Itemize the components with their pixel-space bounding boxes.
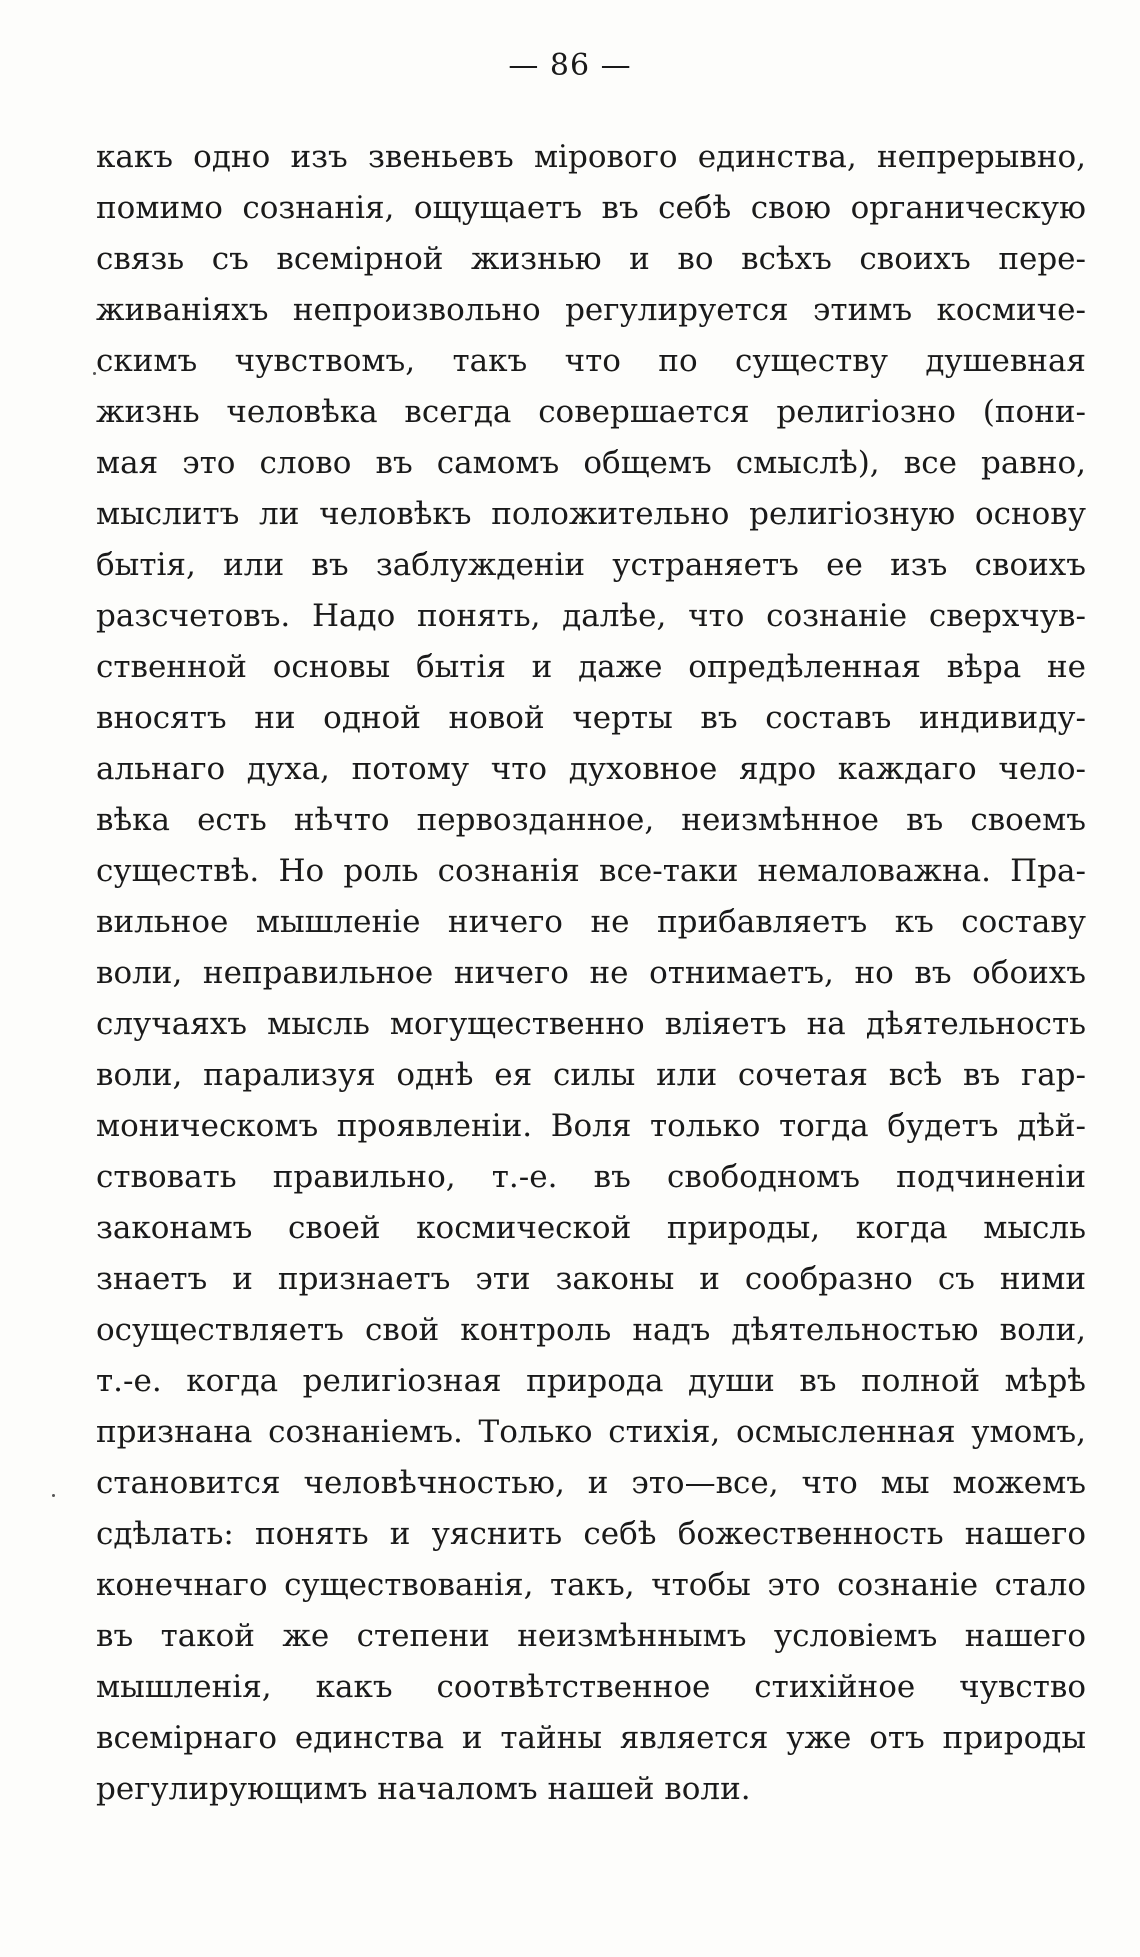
text-line: конечнаго существованія, такъ, чтобы это сознаніе стало [96, 1567, 1086, 1603]
scan-speck [93, 372, 96, 375]
text-line: ственной основы бытія и даже опредѣленная вѣра не [96, 649, 1086, 685]
body-text [96, 132, 1086, 1815]
text-line: становится человѣчностью, и это—все, что мы можемъ [96, 1465, 1086, 1501]
text-line: какъ одно изъ звеньевъ мірового единства, непрерывно, [96, 139, 1086, 175]
text-line: помимо сознанія, ощущаетъ въ себѣ свою органическую [96, 190, 1086, 226]
text-line: т.-е. когда религіозная природа души въ полной мѣрѣ [96, 1363, 1086, 1399]
text-line: воли, неправильное ничего не отнимаетъ, но въ обоихъ [96, 955, 1086, 991]
text-line: вѣка есть нѣчто первозданное, неизмѣнное въ своемъ [96, 802, 1086, 838]
text-line: мая это слово въ самомъ общемъ смыслѣ), все равно, [96, 445, 1086, 481]
text-line: бытія, или въ заблужденіи устраняетъ ее изъ своихъ [96, 547, 1086, 583]
text-line: скимъ чувствомъ, такъ что по существу душевная [96, 343, 1086, 379]
text-line: вносятъ ни одной новой черты въ составъ индивиду- [96, 700, 1086, 736]
text-line: знаетъ и признаетъ эти законы и сообразно съ ними [96, 1261, 1086, 1297]
text-line: мыслитъ ли человѣкъ положительно религіозную основу [96, 496, 1086, 532]
text-line: сдѣлать: понять и уяснить себѣ божественность нашего [96, 1516, 1086, 1552]
text-line: ствовать правильно, т.-е. въ свободномъ подчиненіи [96, 1159, 1086, 1195]
text-line: вильное мышленіе ничего не прибавляетъ къ составу [96, 904, 1086, 940]
text-line: связь съ всемірной жизнью и во всѣхъ своихъ пере- [96, 241, 1086, 277]
scan-speck [52, 1494, 55, 1497]
text-line: всемірнаго единства и тайны является уже отъ природы [96, 1720, 1086, 1756]
text-line: воли, парализуя однѣ ея силы или сочетая всѣ въ гар- [96, 1057, 1086, 1093]
text-line-last: регулирующимъ началомъ нашей воли. [96, 1771, 751, 1807]
text-line: живаніяхъ непроизвольно регулируется этимъ космиче- [96, 292, 1086, 328]
text-line: въ такой же степени неизмѣннымъ условіемъ нашего [96, 1618, 1086, 1654]
text-line: альнаго духа, потому что духовное ядро каждаго чело- [96, 751, 1086, 787]
text-line: жизнь человѣка всегда совершается религіозно (пони- [96, 394, 1086, 430]
text-line: существѣ. Но роль сознанія все-таки немаловажна. Пра- [96, 853, 1086, 889]
text-line: моническомъ проявленіи. Воля только тогда будетъ дѣй- [96, 1108, 1086, 1144]
page-number: — 86 — [508, 48, 632, 83]
text-line: осуществляетъ свой контроль надъ дѣятельностью воли, [96, 1312, 1086, 1348]
text-line: признана сознаніемъ. Только стихія, осмысленная умомъ, [96, 1414, 1086, 1450]
text-line: случаяхъ мысль могущественно вліяетъ на дѣятельность [96, 1006, 1086, 1042]
text-line: разсчетовъ. Надо понять, далѣе, что сознаніе сверхчув- [96, 598, 1086, 634]
text-line: мышленія, какъ соотвѣтственное стихійное чувство [96, 1669, 1086, 1705]
text-line: законамъ своей космической природы, когда мысль [96, 1210, 1086, 1246]
